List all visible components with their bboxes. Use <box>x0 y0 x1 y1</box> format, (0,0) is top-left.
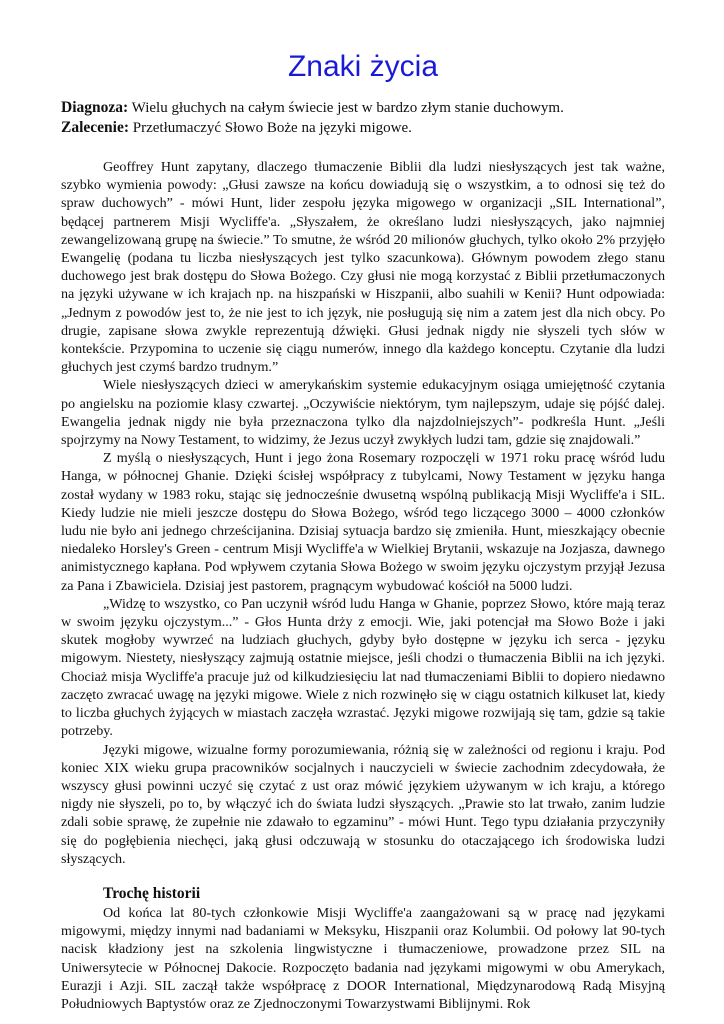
article-body <box>61 158 665 1013</box>
diagnosis-label: Diagnoza: <box>61 99 129 116</box>
document-page <box>61 0 665 1013</box>
diagnosis-line <box>61 98 665 118</box>
paragraph: Wiele niesłyszących dzieci w amerykańskim systemie edukacyjnym osiąga umiejętność czytania po angielsku na poziomie klasy czwartej. „Oczywiście niektórym, tym najlepszym, udaje się pójść dalej. Ewangelia jednak nigdy nie była przeznaczona tylko dla najzdolniejszych”- podkreśla Hunt. „Jeśli spojrzymy na Nowy Testament, to widzimy, że Jezus uczył zwykłych ludzi tam, gdzie się znajdowali.” <box>61 377 665 449</box>
diagnosis-text: Wielu głuchych na całym świecie jest w bardzo złym stanie duchowym. <box>128 100 564 116</box>
recommendation-line <box>61 118 665 138</box>
paragraph: Z myślą o niesłyszących, Hunt i jego żona Rosemary rozpoczęli w 1971 roku pracę wśród ludu Hanga, w północnej Ghanie. Dzięki ścisłej współpracy z tubylcami, Nowy Testament w języku hanga został wydany w 1983 roku, stając się jednocześnie dwusetną wspólną publikacją Misji Wycliffe'a i SIL. Kiedy ludzie nie mieli jeszcze dostępu do Słowa Bożego, wśród tego liczącego 3000 – 4000 członków ludu nie było ani jednego chrześcijanina. Dzisiaj sytuacja bardzo się zmieniła. Hunt, mieszkający obecnie niedaleko Horsley's Green - centrum Misji Wycliffe'a w Wielkiej Brytanii, wskazuje na Jozjasza, dawnego animistycznego kapłana. Pod wpływem czytania Słowa Bożego w swoim języku ojczystym przyjął Jezusa za Pana i Zbawiciela. Dzisiaj jest pastorem, pragnącym wybudować kościół na 5000 ludzi. <box>61 450 665 594</box>
page-title: Znaki życia <box>287 50 439 83</box>
paragraph: Języki migowe, wizualne formy porozumiewania, różnią się w zależności od regionu i kraju. Pod koniec XIX wieku grupa pracowników socjalnych i nauczycieli w świecie zachodnim zdecydowała, że wszyscy głusi powinni uczyć się czytać z ust oraz mówić językiem używanym w ich kraju, a którego nigdy nie słyszeli, po to, by włączyć ich do świata ludzi słyszących. „Prawie sto lat trwało, zanim ludzie zdali sobie sprawę, że zupełnie nie zdawało to egzaminu” - mówi Hunt. Tego typu działania przyczyniły się do pogłębienia niechęci, jaką głusi odczuwają w stosunku do otaczającego ich środowiska ludzi słyszących. <box>61 741 665 867</box>
paragraph: „Widzę to wszystko, co Pan uczynił wśród ludu Hanga w Ghanie, poprzez Słowo, które mają teraz w swoim języku ojczystym...” - Głos Hunta drży z emocji. Wie, jaki potencjał ma Słowo Boże i jaki skutek mogłoby wywrzeć na ludziach głuchych, gdyby było dostępne w języku ich serca - języku migowym. Niestety, niesłyszący zajmują ostatnie miejsce, jeśli chodzi o tłumaczenia Biblii na ich języki. Chociaż misja Wycliffe'a pracuje już od kilkudziesięciu lat nad tłumaczeniami Biblii to dopiero niedawno zaczęto zwracać uwagę na języki migowe. Wiele z nich rozwinęło się w ciągu ostatnich kilkuset lat, kiedy to liczba głuchych żyjących w miastach zaczęła wzrastać. Języki migowe rozwijają się tam, gdzie są takie potrzeby. <box>61 595 665 740</box>
section-heading: Trochę historii <box>103 884 201 902</box>
recommendation-label: Zalecenie: <box>61 119 130 136</box>
recommendation-text: Przetłumaczyć Słowo Boże na języki migowe. <box>129 120 412 136</box>
paragraph: Od końca lat 80-tych członkowie Misji Wycliffe'a zaangażowani są w pracę nad językami migowymi, między innymi nad badaniami w Meksyku, Hiszpanii oraz Kolumbii. Od połowy lat 90-tych nacisk kładziony jest na szkolenia lingwistyczne i tłumaczeniowe, prowadzone przez SIL na Uniwersytecie w Północnej Dakocie. Rozpoczęto badania nad językami migowymi w obu Amerykach, Eurazji i Azji. SIL zaczął także współpracę z DOOR International, Międzynarodową Radą Misyjną Południowych Baptystów oraz ze Zjednoczonymi Towarzystwami Biblijnymi. Rok <box>61 904 665 1012</box>
paragraph: Geoffrey Hunt zapytany, dlaczego tłumaczenie Biblii dla ludzi niesłyszących jest tak ważne, szybko wymienia powody: „Głusi zawsze na końcu dowiadują się o wszystkim, a to odnosi się też do spraw duchowych” - mówi Hunt, lider zespołu języka migowego w organizacji „SIL International”, będącej partnerem Misji Wycliffe'a. „Słyszałem, że określano ludzi niesłyszących, jako najmniej zewangelizowaną grupę na świecie.” To smutne, że wśród 20 milionów głuchych, tylko około 2% przyjęło Ewangelię (podana tu liczba niesłyszących jest tylko szacunkowa). Głównym powodem złego stanu duchowego jest brak dostępu do Słowa Bożego. Czy głusi nie mogą korzystać z Biblii przetłumaczonych na języki używane w ich krajach np. na hiszpański w Hiszpanii, albo suahili w Kenii? Hunt odpowiada: „Jednym z powodów jest to, że nie jest to ich język, nie posługują się nim a zatem jest dla nich obcy. Po drugie, zapisane słowa zwykle reprezentują dźwięki. Głusi jednak nigdy nie słyszeli tych słów w kontekście. Przypomina to uczenie się ciągu numerów, innego dla każdego konceptu. Czytanie dla ludzi głuchych jest czymś bardzo trudnym.” <box>61 159 665 376</box>
